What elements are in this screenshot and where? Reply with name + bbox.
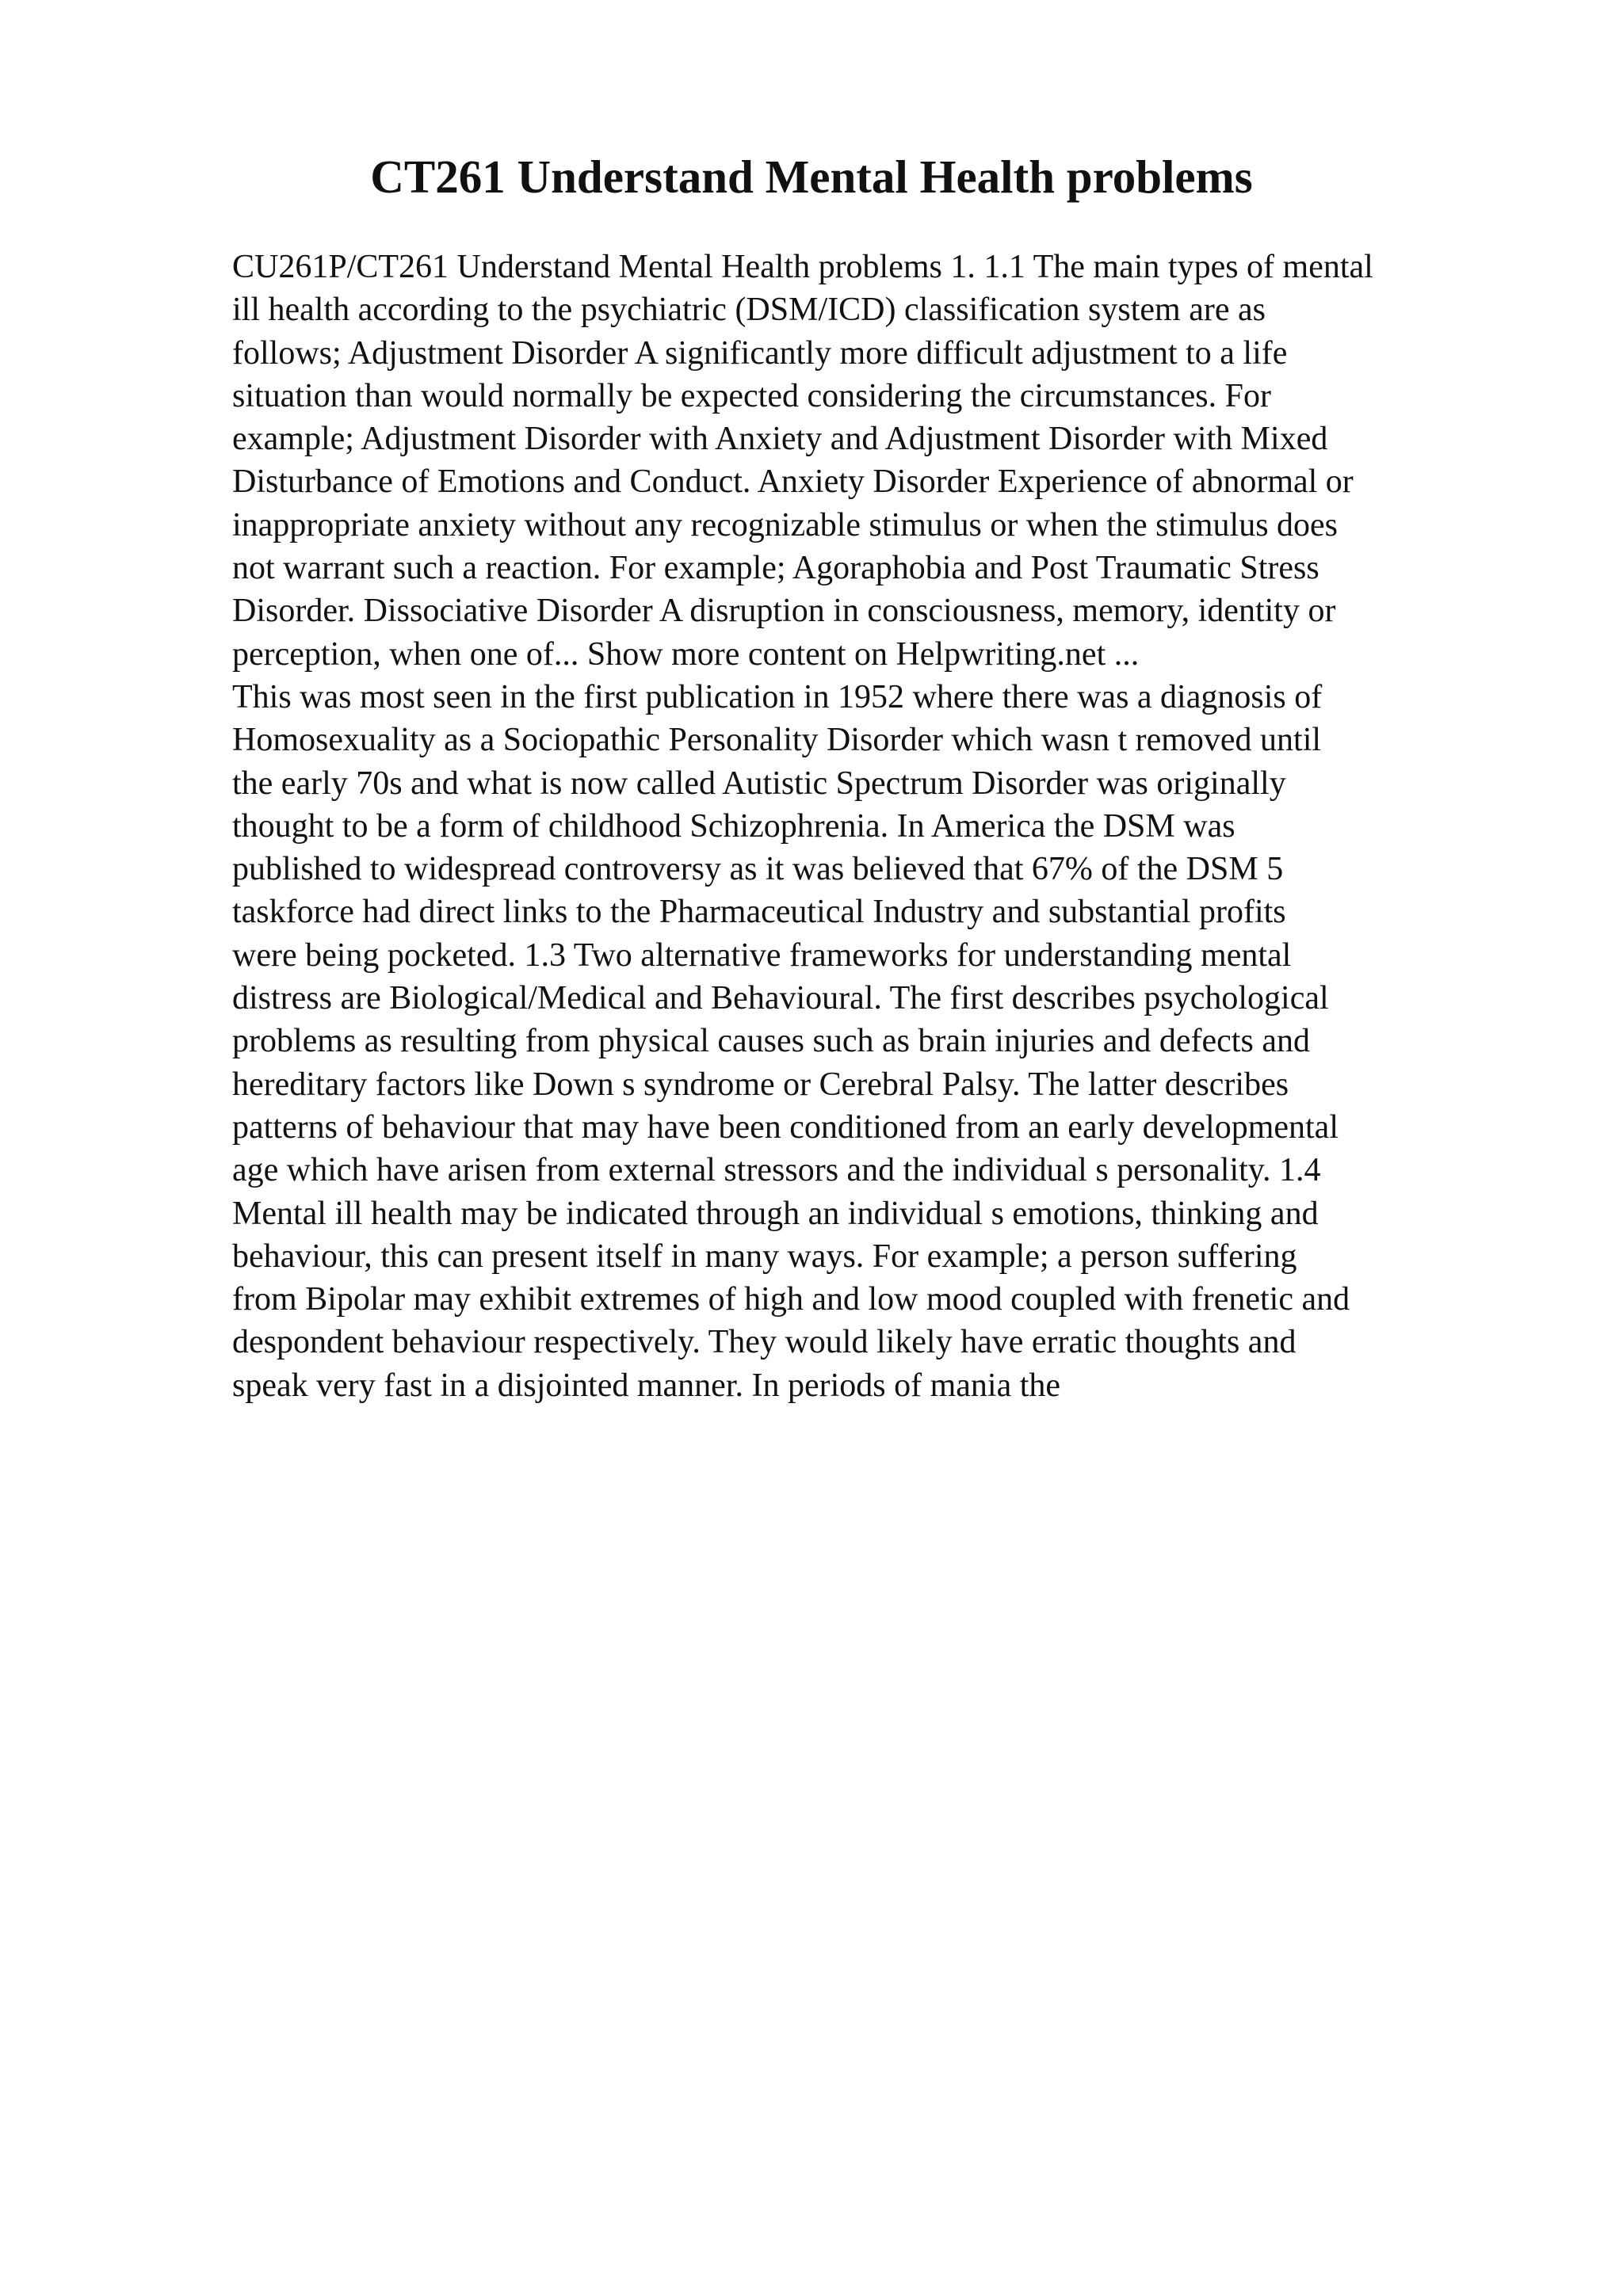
paragraph-2 <box>232 676 1516 1407</box>
text-line: the early 70s and what is now called Autistic Spectrum Disorder was originally <box>232 765 1286 802</box>
text-line: speak very fast in a disjointed manner. In periods of mania the <box>232 1367 1061 1404</box>
text-line: Mental ill health may be indicated through an individual s emotions, thinking and <box>232 1195 1319 1232</box>
text-line: ill health according to the psychiatric (DSM/ICD) classification system are as <box>232 292 1266 329</box>
text-line: inappropriate anxiety without any recognizable stimulus or when the stimulus does <box>232 506 1338 543</box>
text-line: hereditary factors like Down s syndrome or Cerebral Palsy. The latter describes <box>232 1066 1289 1103</box>
text-line: age which have arisen from external stressors and the individual s personality. 1.4 <box>232 1152 1321 1189</box>
text-line: not warrant such a reaction. For example; Agoraphobia and Post Traumatic Stress <box>232 550 1319 587</box>
text-line: behaviour, this can present itself in many ways. For example; a person suffering <box>232 1238 1297 1275</box>
text-line: patterns of behaviour that may have been conditioned from an early developmental <box>232 1108 1338 1146</box>
text-line: This was most seen in the first publication in 1952 where there was a diagnosis of <box>232 678 1323 715</box>
paragraph-1 <box>232 246 1516 676</box>
text-line: were being pocketed. 1.3 Two alternative frameworks for understanding mental <box>232 936 1292 974</box>
text-line: Disorder. Dissociative Disorder A disruption in consciousness, memory, identity or <box>232 593 1336 630</box>
text-line: thought to be a form of childhood Schizophrenia. In America the DSM was <box>232 807 1235 845</box>
text-line: problems as resulting from physical causes such as brain injuries and defects and <box>232 1023 1310 1060</box>
document-title: CT261 Understand Mental Health problems <box>370 151 1253 203</box>
text-line: CU261P/CT261 Understand Mental Health problems 1. 1.1 The main types of mental <box>232 249 1373 285</box>
text-line: follows; Adjustment Disorder A significantly more difficult adjustment to a life <box>232 334 1288 372</box>
text-line: example; Adjustment Disorder with Anxiety and Adjustment Disorder with Mixed <box>232 421 1328 458</box>
text-line: published to widespread controversy as it was believed that 67% of the DSM 5 <box>232 851 1284 888</box>
text-line: distress are Biological/Medical and Behavioural. The first describes psychological <box>232 980 1329 1017</box>
text-line: taskforce had direct links to the Pharmaceutical Industry and substantial profits <box>232 894 1286 931</box>
text-line: Homosexuality as a Sociopathic Personality Disorder which wasn t removed until <box>232 722 1322 759</box>
text-line: situation than would normally be expected considering the circumstances. For <box>232 377 1271 414</box>
text-line: Disturbance of Emotions and Conduct. Anxiety Disorder Experience of abnormal or <box>232 463 1354 501</box>
text-line: despondent behaviour respectively. They would likely have erratic thoughts and <box>232 1324 1296 1361</box>
text-line: from Bipolar may exhibit extremes of high and low mood coupled with frenetic and <box>232 1281 1350 1318</box>
document-body <box>232 246 1516 1407</box>
text-line: perception, when one of... Show more content on Helpwriting.net ... <box>232 635 1140 673</box>
